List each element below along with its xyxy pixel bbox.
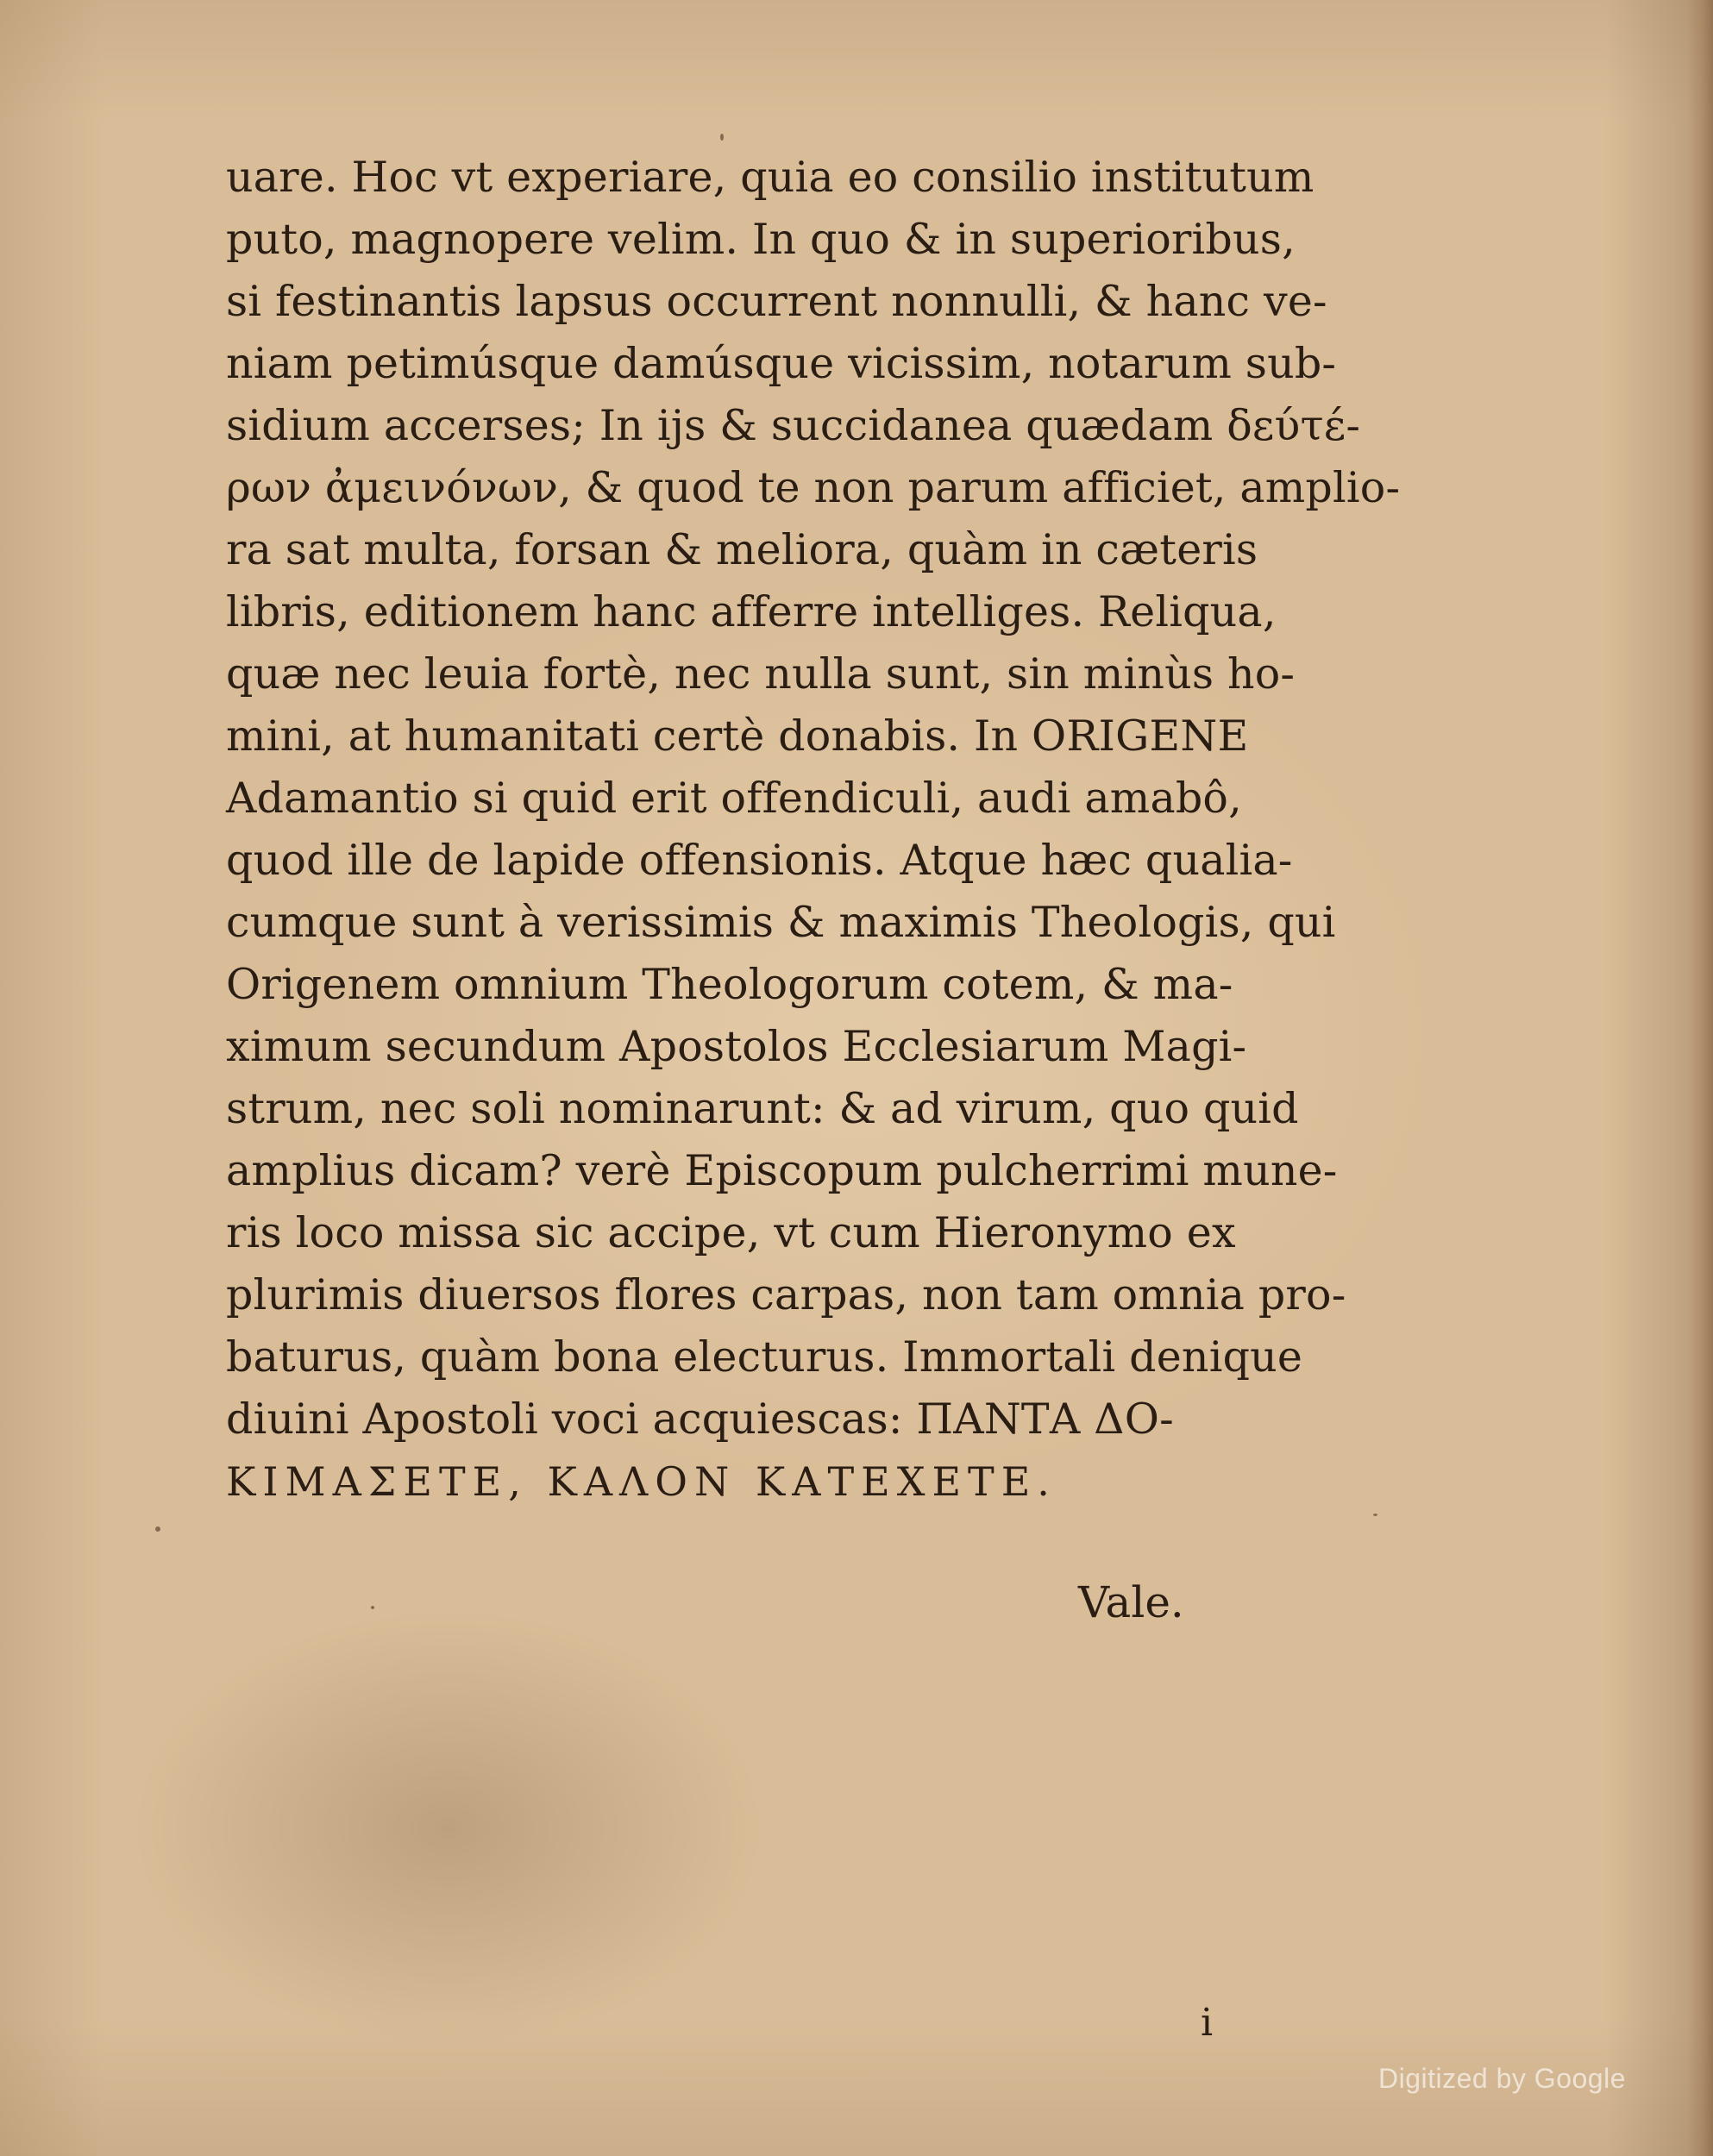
text-line: sidium accerses; In ijs & succidanea quædam δεύτέ- [226, 401, 1361, 450]
text-line: quæ nec leuia fortè, nec nulla sunt, sin minùs ho- [226, 649, 1296, 699]
text-line: mini, at humanitati certè donabis. In ORIGENE [226, 711, 1249, 761]
text-line: cumque sunt à verissimis & maximis Theologis, qui [226, 898, 1336, 947]
text-line: ΚΙΜΑΣΕΤΕ, ΚΑΛΟΝ ΚΑΤΕΧΕΤΕ. [226, 1458, 1057, 1505]
text-line: quod ille de lapide offensionis. Atque hæc qualia- [226, 836, 1293, 885]
text-line: strum, nec soli nominarunt: & ad virum, quo quid [226, 1084, 1299, 1133]
text-line: si festinantis lapsus occurrent nonnulli, & hanc ve- [226, 277, 1327, 326]
text-line: amplius dicam? verè Episcopum pulcherrimi mune- [226, 1146, 1338, 1195]
text-line: Origenem omnium Theologorum cotem, & ma- [226, 960, 1233, 1009]
text-line: diuini Apostoli voci acquiescas: ΠΑΝΤΑ ΔΟ- [226, 1395, 1174, 1444]
page-edge-shadow [1687, 0, 1713, 2156]
text-line: baturus, quàm bona electurus. Immortali denique [226, 1332, 1303, 1382]
paper-speck [1373, 1514, 1377, 1516]
text-line: ra sat multa, forsan & meliora, quàm in cæteris [226, 525, 1258, 574]
text-line: libris, editionem hanc afferre intelliges. Reliqua, [226, 587, 1277, 636]
paper-speck [720, 134, 724, 141]
paper-speck [155, 1526, 160, 1532]
body-text [226, 147, 1401, 1513]
paper-speck [371, 1606, 374, 1609]
closing-salutation: Vale. [1078, 1577, 1184, 1627]
text-line: ρων ἀμεινόνων, & quod te non parum afficiet, amplio- [226, 463, 1401, 512]
text-line: puto, magnopere velim. In quo & in superioribus, [226, 215, 1296, 264]
text-line: Adamantio si quid erit offendiculi, audi amabô, [226, 774, 1242, 823]
text-line: plurimis diuersos flores carpas, non tam omnia pro- [226, 1270, 1346, 1319]
text-line: ximum secundum Apostolos Ecclesiarum Magi- [226, 1022, 1247, 1071]
page-number: i [1201, 2001, 1214, 2045]
text-line: uare. Hoc vt experiare, quia eo consilio institutum [226, 153, 1315, 202]
digitization-watermark: Digitized by Google [1378, 2063, 1626, 2094]
text-line: niam petimúsque damúsque vicissim, notarum sub- [226, 339, 1337, 388]
text-line: ris loco missa sic accipe, vt cum Hieronymo ex [226, 1208, 1236, 1257]
